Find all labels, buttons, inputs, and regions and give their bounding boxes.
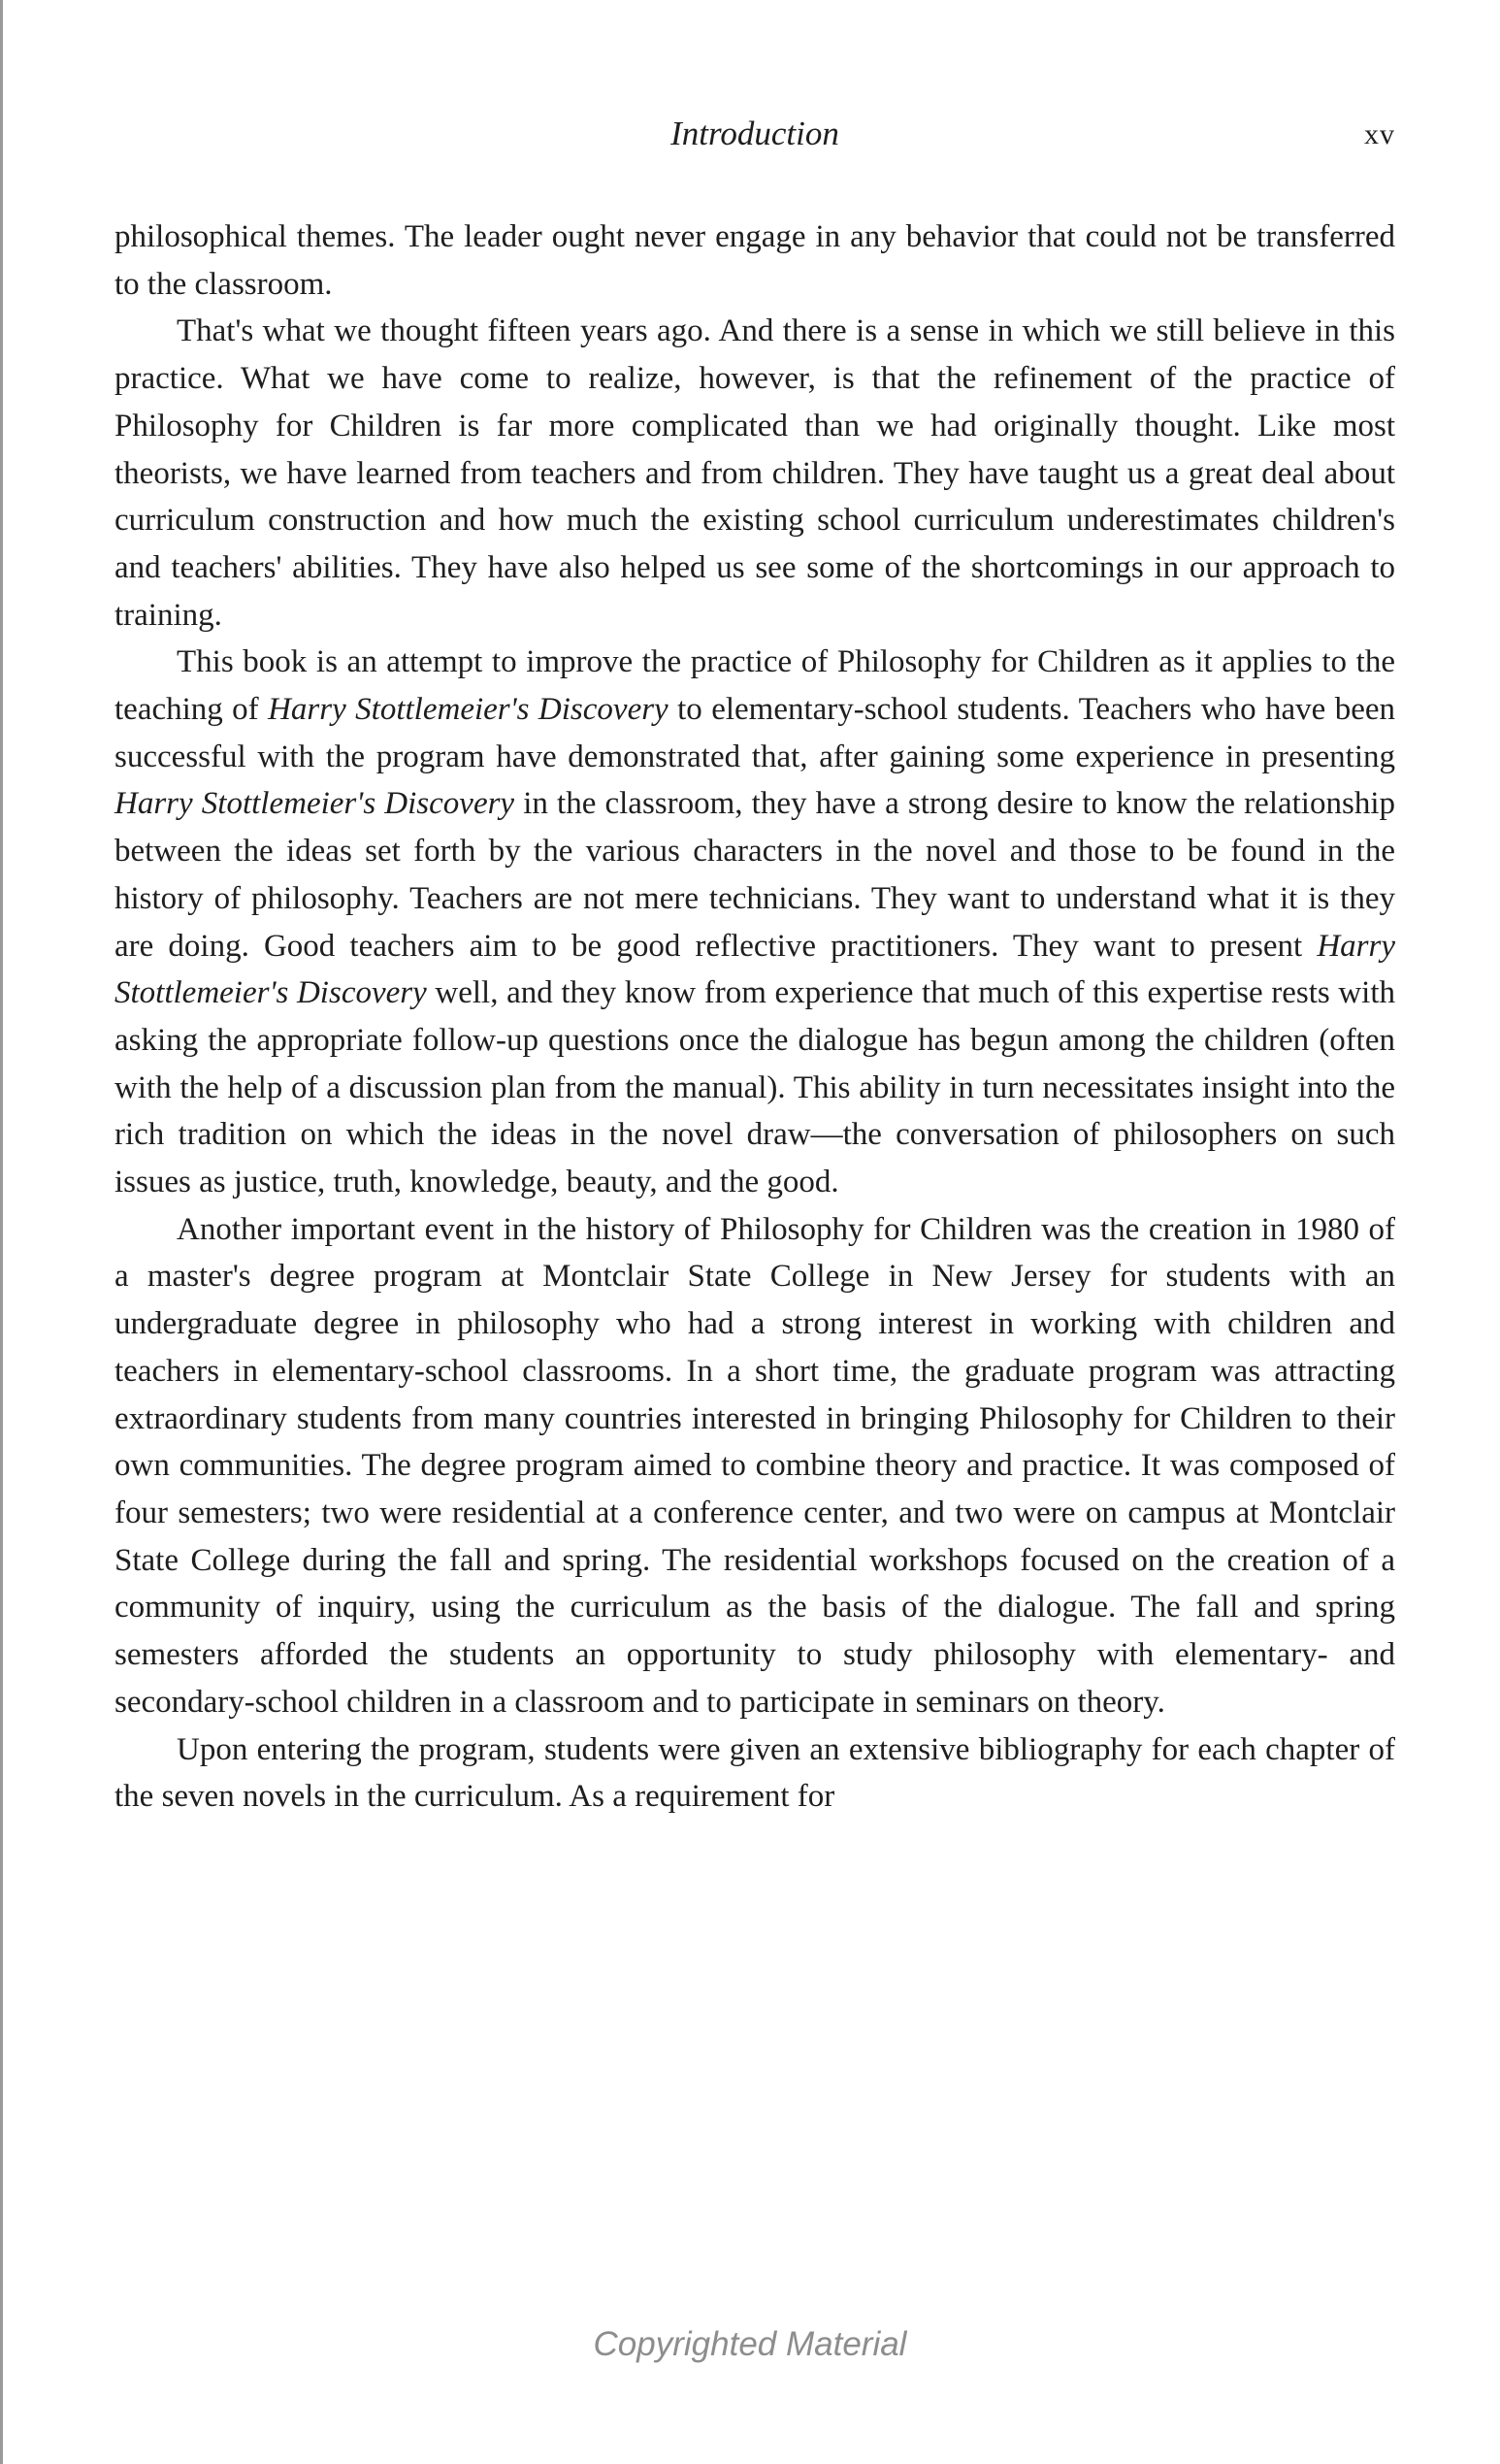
- text-run: That's what we thought fifteen years ago. And there is a sense in which we still believe in this practice. What we have come to realize, however, is that the refinement of the practice of Philosophy for Children is far more complicated than we had originally thought. Like most theorists, we have learned from teachers and from children. They have taught us a great deal about curriculum construction and how much the existing school curriculum underestimates children's and teachers' abilities. They have also helped us see some of the shortcomings in our approach to training.: [114, 313, 1395, 633]
- book-title: Harry Stottlemeier's Discovery: [114, 786, 515, 822]
- paragraph: [114, 214, 1395, 308]
- text-run: This book is an attempt to improve the practice of Philosophy for Children as it applies to the teaching of: [114, 644, 1395, 728]
- page-edge-rule: [0, 0, 3, 2464]
- book-title: Harry Stottlemeier's Discovery: [114, 928, 1395, 1011]
- copyright-watermark: Copyrighted Material: [593, 2325, 907, 2363]
- paragraph: [114, 1206, 1395, 1726]
- text-run: Upon entering the program, students were given an extensive bibliography for each chapter of the seven novels in the curriculum. As a requirement for: [114, 1731, 1395, 1815]
- text-run: in the classroom, they have a strong desire to know the relationship between the ideas set forth by the various characters in the novel and those to be found in the history of philosophy. Teachers are not mere technicians. They want to understand what it is they are doing. Good teachers aim to be good reflective practitioners. They want to present: [114, 786, 1395, 964]
- paragraph: [114, 1726, 1395, 1821]
- page-number: xv: [1364, 118, 1395, 150]
- paragraph: [114, 639, 1395, 1205]
- text-run: philosophical themes. The leader ought never engage in any behavior that could not be transferred to the classroom.: [114, 219, 1395, 302]
- book-title: Harry Stottlemeier's Discovery: [268, 692, 668, 728]
- text-run: well, and they know from experience that much of this expertise rests with asking the appropriate follow-up questions once the dialogue has begun among the children (often with the help of a discussion plan from the manual). This ability in turn necessitates insight into the rich tradition on which the ideas in the novel draw—the conversation of philosophers on such issues as justice, truth, knowledge, beauty, and the good.: [114, 975, 1395, 1200]
- page-header: [114, 115, 1395, 163]
- body-text: [114, 214, 1395, 1821]
- running-head: Introduction: [670, 115, 839, 152]
- text-run: Another important event in the history of Philosophy for Children was the creation in 1980 of a master's degree program at Montclair State College in New Jersey for students with an undergraduate degree in philosophy who had a strong interest in working with children and teachers in elementary-school classrooms. In a short time, the graduate program was attracting extraordinary students from many countries interested in bringing Philosophy for Children to their own communities. The degree program aimed to combine theory and practice. It was composed of four semesters; two were residential at a conference center, and two were on campus at Montclair State College during the fall and spring. The residential workshops focused on the creation of a community of inquiry, using the curriculum as the basis of the dialogue. The fall and spring semesters afforded the students an opportunity to study philosophy with elementary- and secondary-school children in a classroom and to participate in seminars on theory.: [114, 1211, 1395, 1720]
- paragraph: [114, 308, 1395, 639]
- text-run: to elementary-school students. Teachers who have been successful with the program have demonstrated that, after gaining some experience in presenting: [114, 692, 1395, 774]
